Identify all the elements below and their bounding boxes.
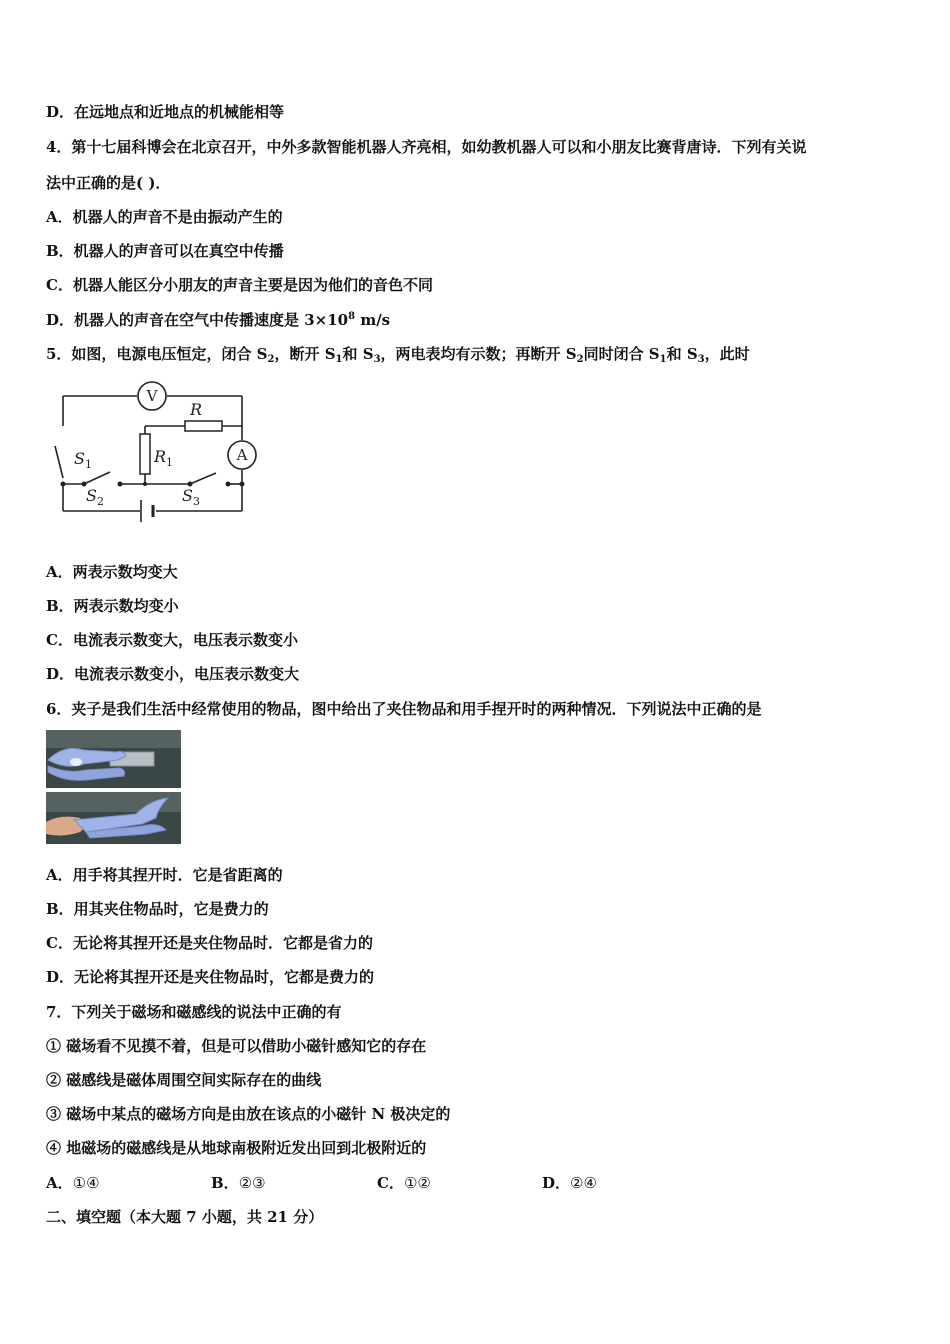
ammeter-label: A [236, 446, 248, 464]
node [61, 482, 66, 487]
q7-option-d: D．②④ [542, 1174, 597, 1192]
q4-stem-line2: 法中正确的是( )． [46, 174, 171, 192]
q6-option-c: C．无论将其捏开还是夹住物品时．它都是省力的 [46, 934, 373, 952]
q7-statement-4: ④ 地磁场的磁感线是从地球南极附近发出回到北极附近的 [46, 1139, 427, 1157]
q4-option-d: D．机器人的声音在空气中传播速度是 $3\times 10^8$ m/s [46, 311, 391, 329]
q6-stem: 6．夹子是我们生活中经常使用的物品，图中给出了夹住物品和用手捏开时的两种情况．下列说法中正确的是 [46, 700, 762, 718]
switch-s2-label: $S_2$ [86, 486, 104, 508]
q7-statement-1: ① 磁场看不见摸不着，但是可以借助小磁针感知它的存在 [46, 1037, 427, 1055]
node [143, 482, 147, 486]
q6-option-b: B．用其夹住物品时，它是费力的 [46, 900, 269, 918]
q5-option-c: C．电流表示数变大，电压表示数变小 [46, 631, 298, 649]
q5-option-b: B．两表示数均变小 [46, 597, 179, 615]
resistor-r-label: R [190, 400, 203, 419]
switch-s1-label: $S_1$ [74, 449, 92, 471]
q7-statement-3: ③ 磁场中某点的磁场方向是由放在该点的小磁针 N 极决定的 [46, 1105, 451, 1123]
q7-option-c: C．①② [377, 1174, 431, 1192]
clip-photo-holding-item [46, 730, 181, 788]
q5-option-a: A．两表示数均变大 [46, 563, 178, 581]
q7-statement-2: ② 磁感线是磁体周围空间实际存在的曲线 [46, 1071, 322, 1089]
resistor-r1 [140, 434, 150, 474]
clip-photo-hand-pinching [46, 792, 181, 844]
q5-stem: 5．如图，电源电压恒定，闭合 $S_2$，断开 $S_1$和 $S_3$，两电表均有示数；再断开 $S_2$同时闭合 $S_1$和 $S_3$，此时 [46, 345, 750, 365]
resistor-r [185, 421, 222, 431]
q4-option-a: A．机器人的声音不是由振动产生的 [46, 208, 283, 226]
q3-option-d: D．在远地点和近地点的机械能相等 [46, 103, 285, 121]
q6-option-d: D．无论将其捏开还是夹住物品时，它都是费力的 [46, 968, 375, 986]
q7-stem: 7．下列关于磁场和磁感线的说法中正确的有 [46, 1003, 342, 1021]
q4-option-b: B．机器人的声音可以在真空中传播 [46, 242, 284, 260]
q7-option-b: B．②③ [211, 1174, 266, 1192]
q5-circuit-diagram [40, 378, 270, 528]
switch-s3-label: $S_3$ [182, 486, 200, 508]
section-heading: 二、填空题（本大题 7 小题，共 21 分） [46, 1208, 324, 1226]
node [226, 482, 231, 487]
resistor-r1-label: $R_1$ [154, 447, 174, 469]
q5-option-d: D．电流表示数变小，电压表示数变大 [46, 665, 300, 683]
node [118, 482, 123, 487]
q4-stem-line1: 4．第十七届科博会在北京召开，中外多款智能机器人齐亮相，如幼教机器人可以和小朋友比赛背唐诗．下列有关说 [46, 138, 807, 156]
node [240, 482, 245, 487]
q4-option-c: C．机器人能区分小朋友的声音主要是因为他们的音色不同 [46, 276, 433, 294]
q6-option-a: A．用手将其捏开时．它是省距离的 [46, 866, 283, 884]
voltmeter-label: V [146, 387, 158, 405]
q7-option-a: A．①④ [46, 1174, 100, 1192]
